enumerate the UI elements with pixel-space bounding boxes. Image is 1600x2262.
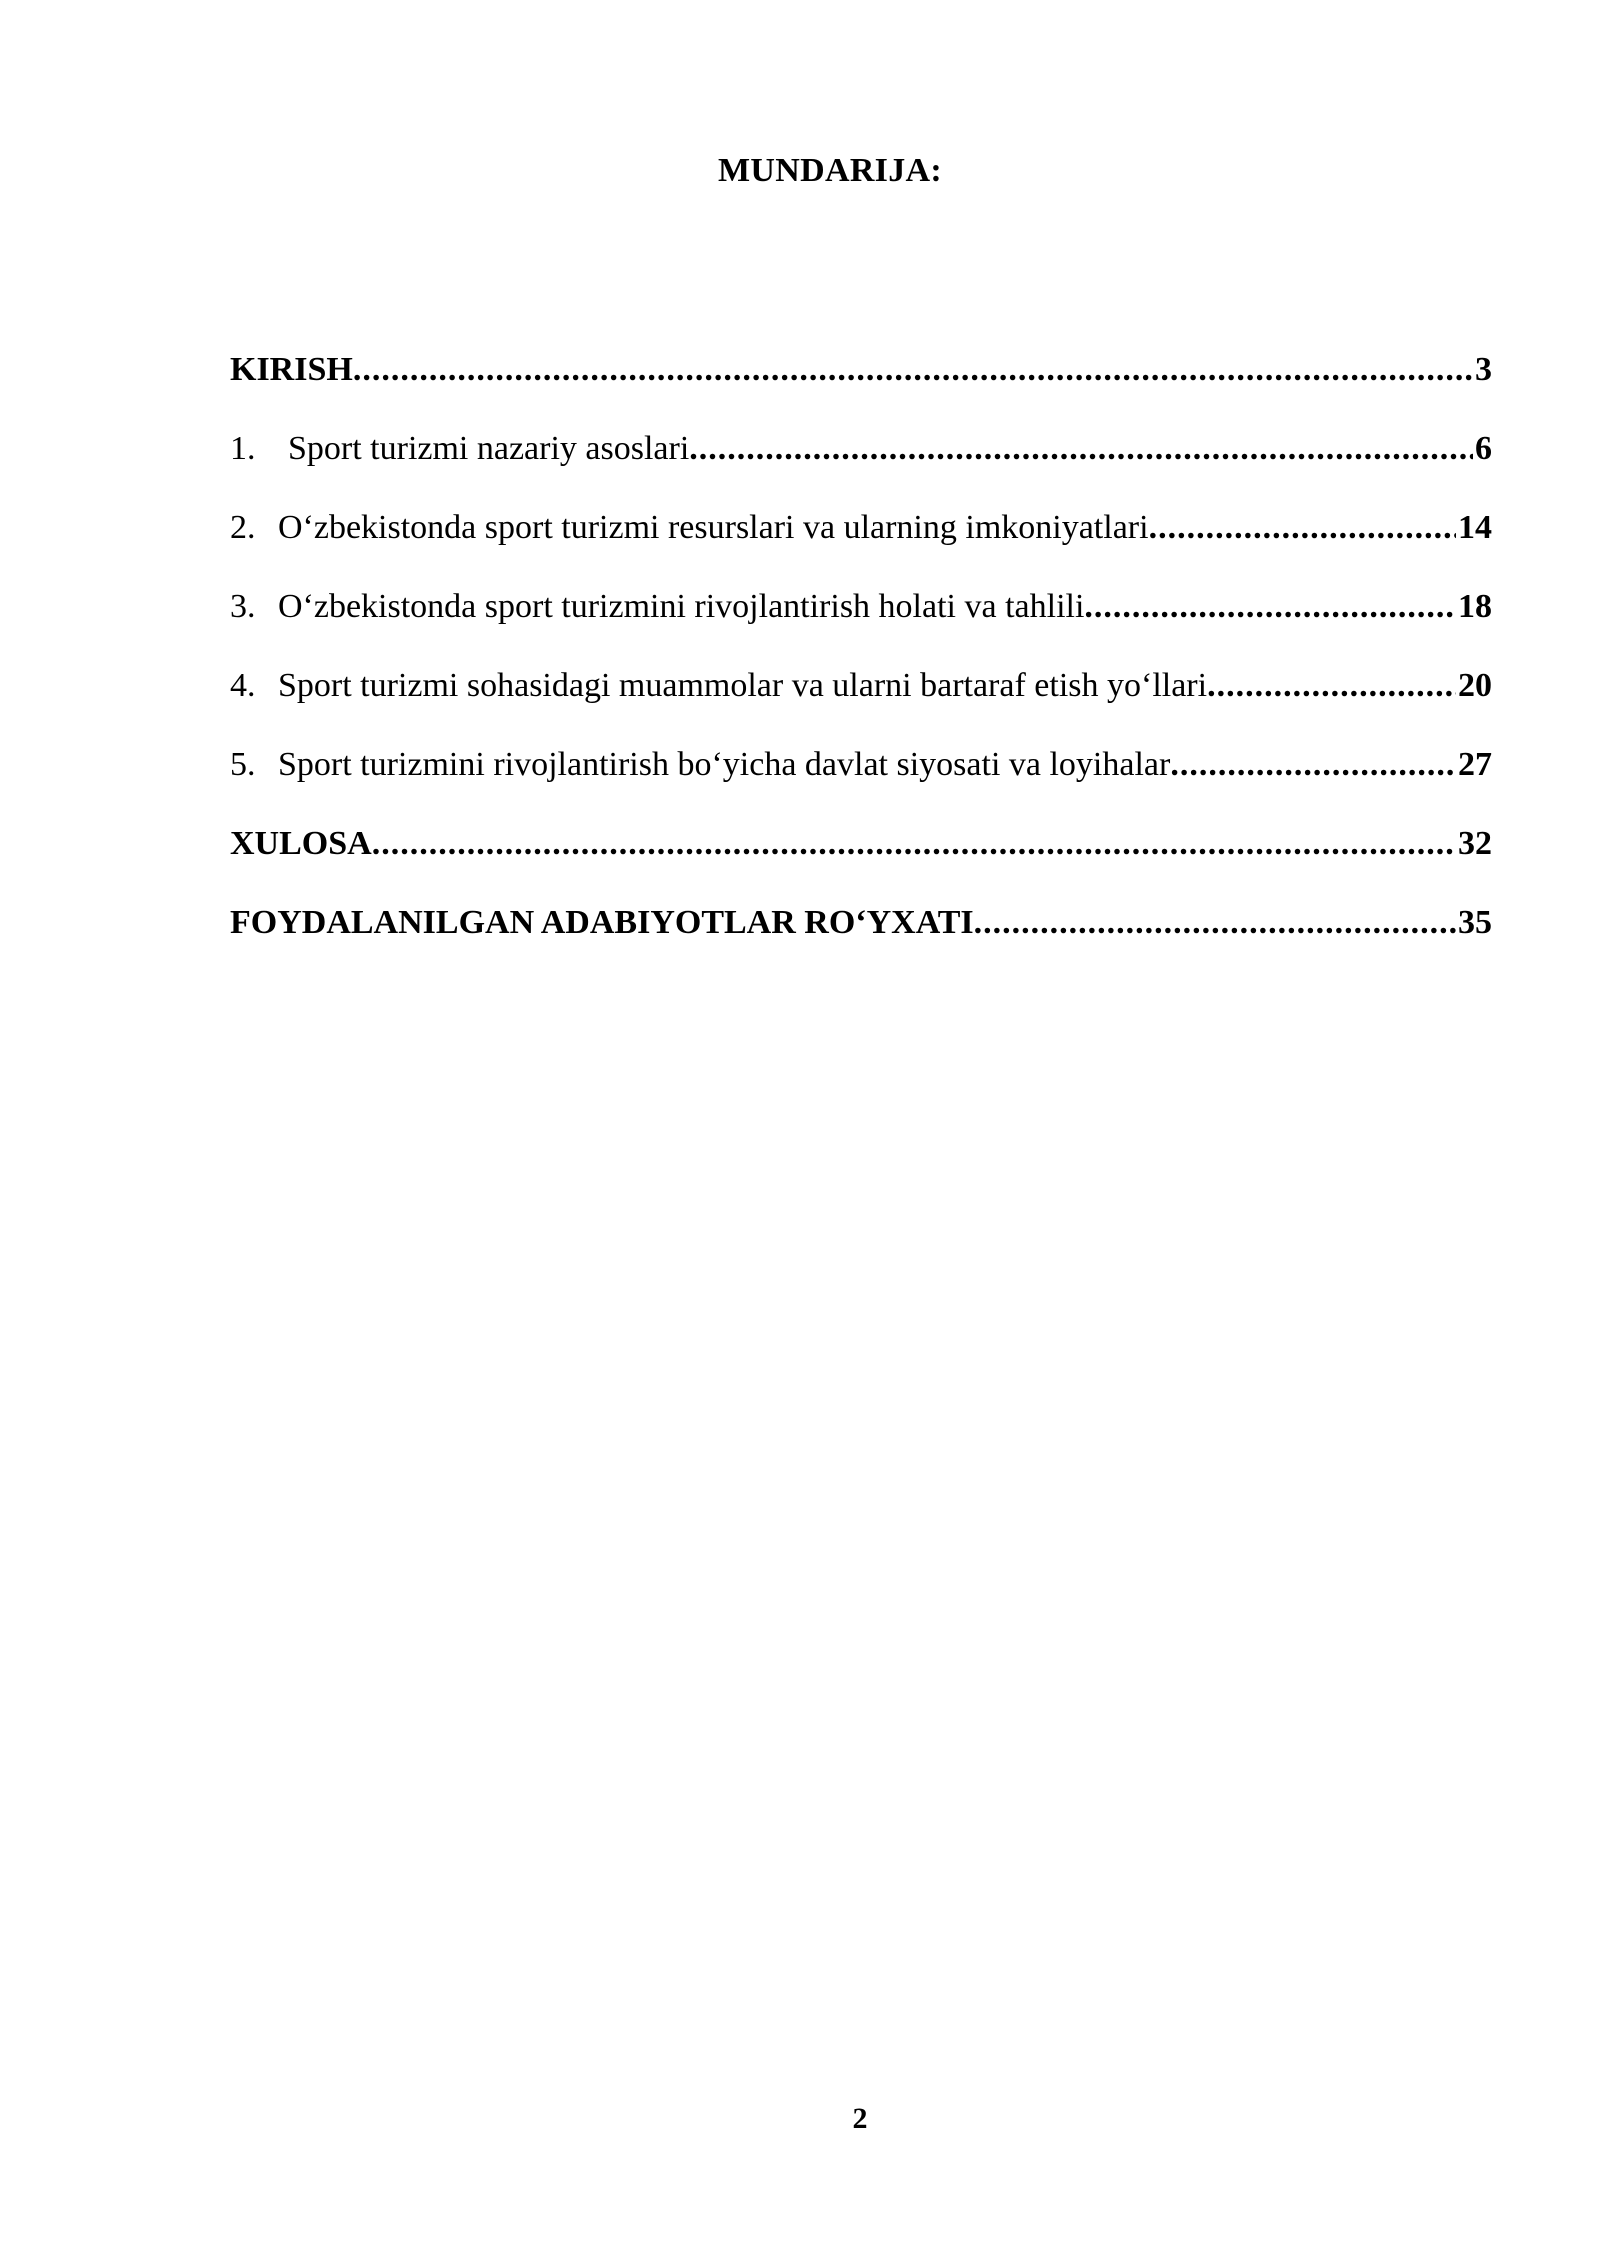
toc-item-page: 3: [1475, 351, 1492, 388]
toc-item-kirish[interactable]: [230, 330, 1492, 409]
toc-dot-leader: [372, 804, 1456, 883]
toc-dot-leader: [1207, 646, 1456, 725]
toc-item-number: 4.: [230, 667, 256, 704]
toc-dot-leader: [1170, 725, 1456, 804]
toc-item-references[interactable]: [230, 883, 1492, 962]
toc-item-number: 1.: [230, 430, 256, 467]
toc-item-title: Sport turizmi sohasidagi muammolar va ularni bartaraf etish yo‘llari: [278, 667, 1208, 704]
toc-item-title: KIRISH: [230, 351, 353, 388]
toc-item-xulosa[interactable]: [230, 804, 1492, 883]
toc-item-title: XULOSA: [230, 825, 372, 862]
toc-item-title: O‘zbekistonda sport turizmi resurslari va ularning imkoniyatlari: [278, 509, 1149, 546]
toc-item-title: O‘zbekistonda sport turizmini rivojlantirish holati va tahlili: [278, 588, 1085, 625]
toc-item-page: 35: [1458, 904, 1492, 941]
toc-item-page: 20: [1458, 667, 1492, 704]
page-title: MUNDARIJA:: [718, 152, 942, 189]
toc-item-page: 27: [1458, 746, 1492, 783]
toc-item-page: 18: [1458, 588, 1492, 625]
toc-dot-leader: [1149, 488, 1456, 567]
toc-item-number: 3.: [230, 588, 256, 625]
toc-item-chapter-3[interactable]: [230, 567, 1492, 646]
toc-item-chapter-5[interactable]: [230, 725, 1492, 804]
toc-item-page: 32: [1458, 825, 1492, 862]
table-of-contents: [230, 330, 1492, 962]
toc-item-title: FOYDALANILGAN ADABIYOTLAR RO‘YXATI: [230, 904, 974, 941]
toc-item-number: 5.: [230, 746, 256, 783]
toc-item-page: 14: [1458, 509, 1492, 546]
toc-dot-leader: [689, 409, 1473, 488]
toc-item-chapter-2[interactable]: [230, 488, 1492, 567]
toc-item-chapter-4[interactable]: [230, 646, 1492, 725]
toc-item-number: 2.: [230, 509, 256, 546]
page-number: 2: [852, 2102, 868, 2135]
toc-dot-leader: [353, 330, 1473, 409]
toc-item-chapter-1[interactable]: [230, 409, 1492, 488]
toc-item-page: 6: [1475, 430, 1492, 467]
toc-dot-leader: [1084, 567, 1456, 646]
toc-dot-leader: [974, 883, 1456, 962]
toc-item-title: Sport turizmi nazariy asoslari: [288, 430, 690, 467]
toc-item-title: Sport turizmini rivojlantirish bo‘yicha davlat siyosati va loyihalar: [278, 746, 1171, 783]
